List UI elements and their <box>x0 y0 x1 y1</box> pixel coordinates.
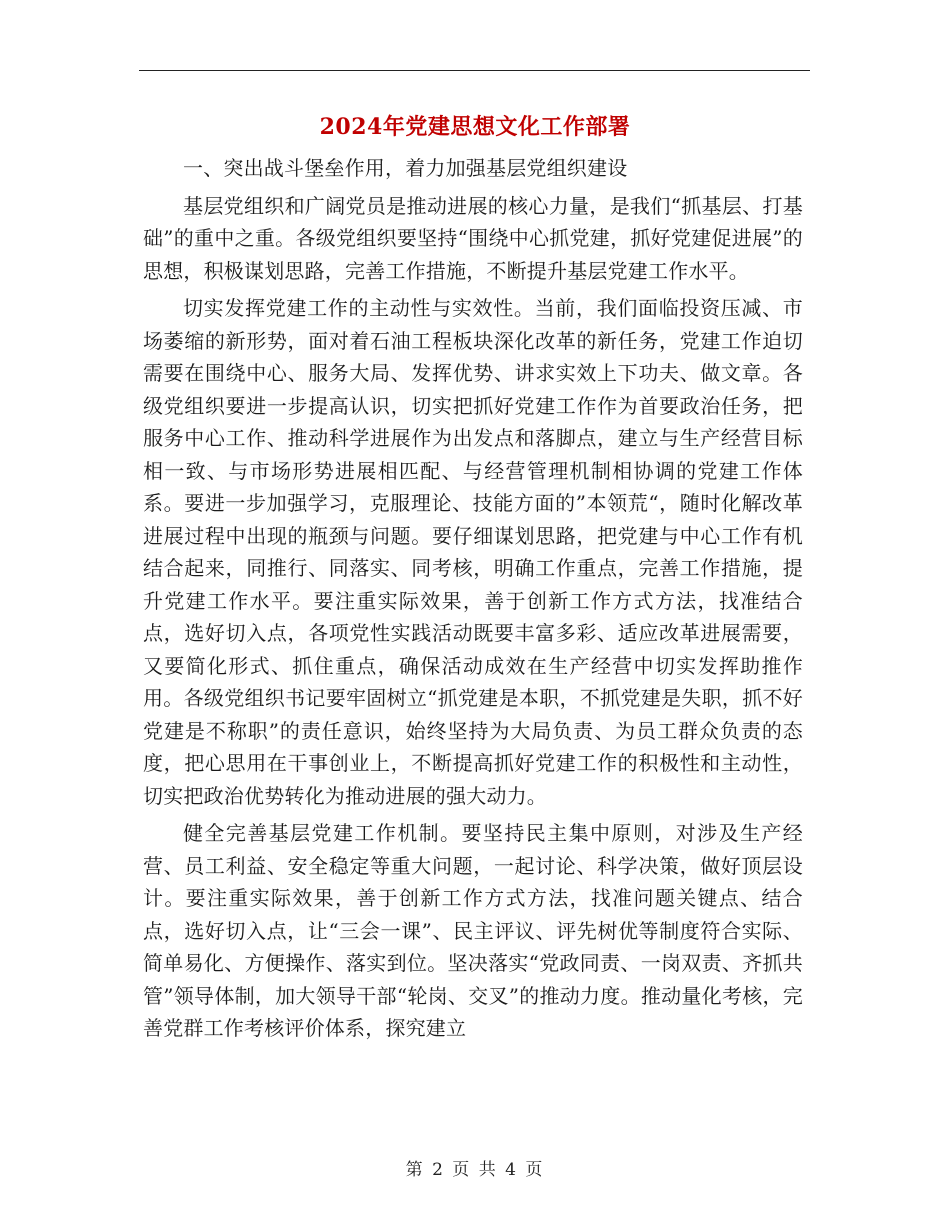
body-paragraph: 切实发挥党建工作的主动性与实效性。当前，我们面临投资压减、市场萎缩的新形势，面对着石油工程板块深化改革的新任务，党建工作迫切需要在围绕中心、服务大局、发挥优势、讲求实效上下功夫、做文章。各级党组织要进一步提高认识，切实把抓好党建工作作为首要政治任务，把服务中心工作、推动科学进展作为出发点和落脚点，建立与生产经营目标相一致、与市场形势进展相匹配、与经营管理机制相协调的党建工作体系。要进一步加强学习，克服理论、技能方面的”本领荒“，随时化解改革进展过程中出现的瓶颈与问题。要仔细谋划思路，把党建与中心工作有机结合起来，同推行、同落实、同考核，明确工作重点，完善工作措施，提升党建工作水平。要注重实际效果，善于创新工作方式方法，找准结合点，选好切入点，各项党性实践活动既要丰富多彩、适应改革进展需要，又要简化形式、抓住重点，确保活动成效在生产经营中切实发挥助推作用。各级党组织书记要牢固树立“抓党建是本职，不抓党建是失职，抓不好党建是不称职”的责任意识，始终坚持为大局负责、为员工群众负责的态度，把心思用在干事创业上，不断提高抓好党建工作的积极性和主动性，切实把政治优势转化为推动进展的强大动力。 <box>143 296 803 808</box>
header-rule <box>139 70 810 71</box>
body-paragraph: 基层党组织和广阔党员是推动进展的核心力量，是我们“抓基层、打基础”的重中之重。各级党组织要坚持“围绕中心抓党建，抓好党建促进展”的思想，积极谋划思路，完善工作措施，不断提升基层党建工作水平。 <box>143 193 803 283</box>
body-paragraph: 健全完善基层党建工作机制。要坚持民主集中原则，对涉及生产经营、员工利益、安全稳定等重大问题，一起讨论、科学决策，做好顶层设计。要注重实际效果，善于创新工作方式方法，找准问题关键点、结合点，选好切入点，让“三会一课”、民主评议、评先树优等制度符合实际、简单易化、方便操作、落实到位。坚决落实“党政同责、一岗双责、齐抓共管”领导体制，加大领导干部“轮岗、交叉”的推动力度。推动量化考核，完善党群工作考核评价体系，探究建立 <box>143 821 803 1040</box>
page-number-footer: 第 2 页 共 4 页 <box>405 1160 545 1180</box>
document-title: 2024年党建思想文化工作部署 <box>319 114 631 140</box>
section-heading: 一、突出战斗堡垒作用，着力加强基层党组织建设 <box>183 156 628 180</box>
document-body <box>143 152 803 1045</box>
